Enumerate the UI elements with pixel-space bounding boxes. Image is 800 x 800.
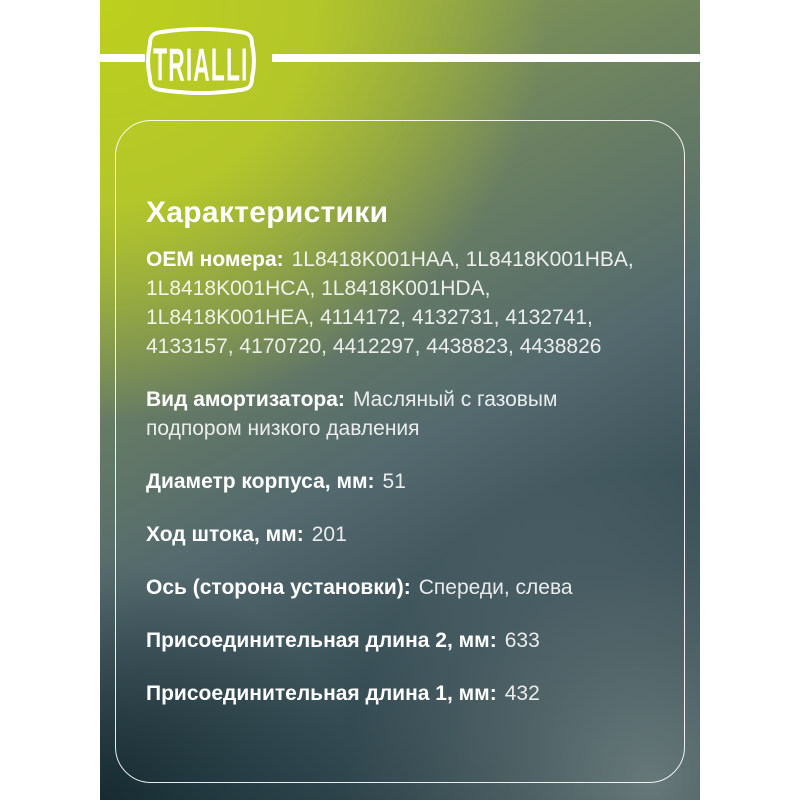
logo-text: TRIALLI: [153, 38, 249, 91]
spec-value: 432: [504, 682, 540, 705]
spec-value: 51: [382, 470, 406, 493]
trialli-badge-icon: [145, 26, 257, 96]
spec-value: 201: [311, 523, 347, 546]
spec-value: 633: [504, 629, 540, 652]
spec-row: [146, 573, 654, 602]
spec-label: Присоединительная длина 2, мм:: [146, 629, 497, 652]
spec-value: Масляный с газовым подпором низкого давления: [146, 388, 558, 440]
spec-row: [146, 626, 654, 655]
spec-label: Ход штока, мм:: [146, 523, 304, 546]
divider-line-left: [100, 54, 145, 62]
spec-label: Диаметр корпуса, мм:: [146, 470, 375, 493]
spec-value: 1L8418K001HAA, 1L8418K001HBA, 1L8418K001HCA, 1L8418K001HDA, 1L8418K001HEA, 4114172, 4132731, 4132741, 4133157, 4170720, 4412297, 4438823, 4438826: [146, 248, 634, 358]
spec-row: [146, 245, 654, 361]
brand-logo: [145, 26, 257, 96]
specs-card: [115, 120, 685, 783]
spec-label: OEM номера:: [146, 248, 284, 271]
divider-line-right: [272, 54, 700, 62]
card-title: Характеристики: [146, 196, 389, 229]
spec-row: [146, 679, 654, 708]
specs-list: [146, 245, 654, 708]
spec-row: [146, 385, 654, 443]
spec-value: Спереди, слева: [418, 576, 573, 599]
spec-row: [146, 467, 654, 496]
spec-row: [146, 520, 654, 549]
spec-label: Вид амортизатора:: [146, 388, 345, 411]
spec-label: Присоединительная длина 1, мм:: [146, 682, 497, 705]
product-image-canvas: [100, 0, 700, 800]
spec-label: Ось (сторона установки):: [146, 576, 411, 599]
